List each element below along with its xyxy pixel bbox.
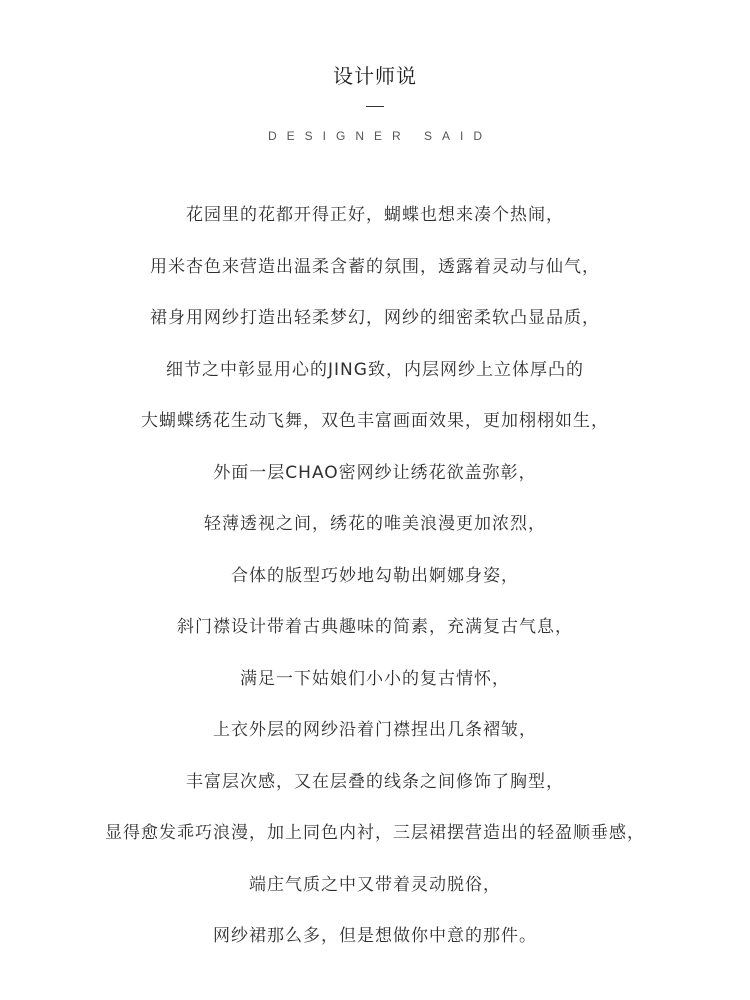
section-header — [0, 60, 750, 143]
statement-line: 满足一下姑娘们小小的复古情怀， — [240, 668, 510, 689]
statement-line: 丰富层次感，又在层叠的线条之间修饰了胸型， — [186, 771, 564, 792]
statement-line: 端庄气质之中又带着灵动脱俗， — [249, 874, 501, 895]
section-subtitle: DESIGNER SAID — [267, 129, 493, 143]
statement-line: 大蝴蝶绣花生动飞舞，双色丰富画面效果，更加栩栩如生， — [141, 411, 609, 431]
statement-line: 合体的版型巧妙地勾勒出婀娜身姿， — [231, 565, 519, 586]
statement-line: 轻薄透视之间，绣花的唯美浪漫更加浓烈， — [204, 514, 546, 534]
statement-line: 网纱裙那么多，但是想做你中意的那件。 — [213, 926, 537, 946]
statement-line: 外面一层CHAO密网纱让绣花欲盖弥彰， — [213, 462, 537, 483]
statement-line: 显得愈发乖巧浪漫，加上同色内衬，三层裙摆营造出的轻盈顺垂感， — [105, 823, 645, 843]
statement-line: 裙身用网纱打造出轻柔梦幻，网纱的细密柔软凸显品质， — [150, 308, 600, 328]
statement-line: 花园里的花都开得正好，蝴蝶也想来凑个热闹， — [186, 205, 564, 225]
title-divider — [366, 106, 384, 107]
statement-line: 上衣外层的网纱沿着门襟捏出几条褶皱， — [213, 720, 537, 740]
statement-line: 斜门襟设计带着古典趣味的简素，充满复古气息， — [177, 617, 573, 637]
statement-line: 用米杏色来营造出温柔含蓄的氛围，透露着灵动与仙气， — [150, 256, 600, 277]
section-title: 设计师说 — [333, 64, 417, 88]
designer-statement — [0, 197, 750, 970]
statement-line: 细节之中彰显用心的JING致，内层网纱上立体厚凸的 — [166, 359, 584, 380]
